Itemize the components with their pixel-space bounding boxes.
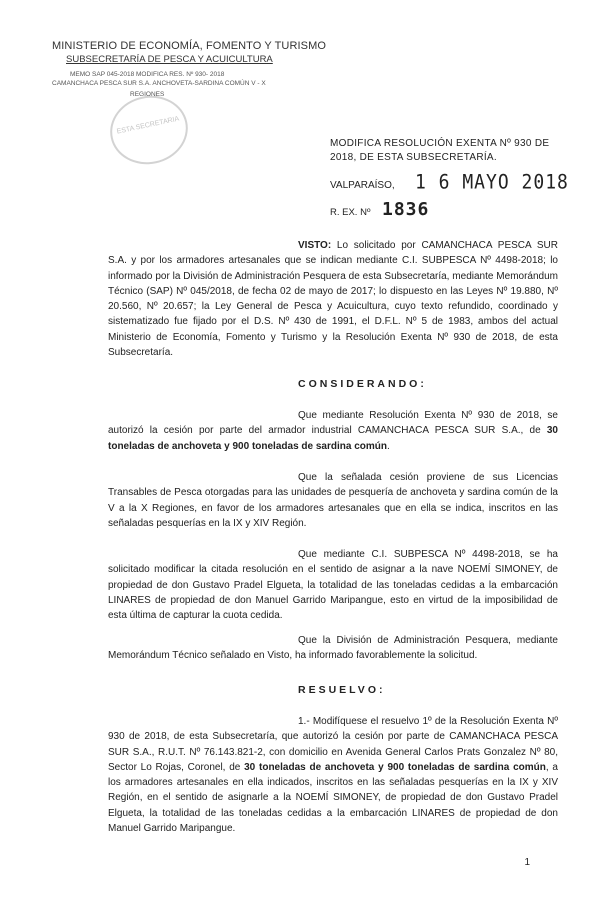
considerando-paragraph-2: Que la señalada cesión proviene de sus Licencias Transables de Pesca otorgadas para las unidades de pesquería de anchoveta y sardina común de la V a la X Regiones, en favor de los armadores artesanales que en ella se indica, inscritos en las señaladas pesquerías en la IX y XIV Región. (108, 472, 558, 529)
office-stamp: ESTA SECRETARIA (104, 89, 194, 172)
resolution-label: R. EX. Nº (330, 207, 371, 218)
visto-text: Lo solicitado por CAMANCHACA PESCA SUR S.A. y por los armadores artesanales que se indican mediante C.I. SUBPESCA Nº 4498-2018; lo informado por la División de Administración Pesquera de esta Subsecretaría, mediante Memorándum Técnico (SAP) Nº 045/2018, de fecha 02 de mayo de 2017; lo dispuesto en las Leyes Nº 19.880, Nº 20.560, Nº 20.657; la Ley General de Pesca y Acuicultura, cuyo texto refundido, coordinado y sistematizado fue fijado por el D.S. Nº 430 de 1991, el D.F.L. Nº 5 de 1983, ambos del actual Ministerio de Economía, Fomento y Turismo y la Resolución Exenta Nº 930 de 2018, de esta Subsecretaría. (108, 240, 558, 359)
reference-line-3: REGIONES (130, 91, 165, 98)
resuelvo-p1-bold: 30 toneladas de anchoveta y 900 toneladas de sardina común (244, 761, 546, 773)
resuelvo-p1-end: , a los armadores artesanales en ella indicados, inscritos en las señaladas pesquerías en la IX y XIV Región, en el sentido de asignarle a la NOEMÍ SIMONEY, de propiedad de don Gustavo Pradel Elgueta, la totalidad de las toneladas cedidas a la embarcación LINARES de propiedad de don Manuel Garrido Maripangue. (108, 761, 558, 835)
considerando-heading: CONSIDERANDO: (298, 378, 427, 390)
resuelvo-heading: RESUELVO: (298, 684, 386, 696)
considerando-paragraph-3: Que mediante C.I. SUBPESCA Nº 4498-2018, se ha solicitado modificar la citada resolución en el sentido de asignar a la nave NOEMÍ SIMONEY, de propiedad de don Gustavo Pradel Elgueta, la totalidad de las toneladas cedidas a la embarcación LINARES de propiedad de don Manuel Garrido Maripangue, esto en virtud de la imposibilidad de esta última de capturar la cuota cedida. (108, 549, 558, 622)
considerando-paragraph-1 (108, 408, 558, 454)
considerando-p1-bold: 30 toneladas de anchoveta y 900 toneladas de sardina común (108, 425, 558, 452)
place-label: VALPARAÍSO, (330, 180, 395, 191)
resuelvo-paragraph-1 (108, 714, 558, 836)
date-stamp: 1 6 MAYO 2018 (415, 170, 569, 195)
document-subject: MODIFICA RESOLUCIÓN EXENTA Nº 930 DE 2018, DE ESTA SUBSECRETARÍA. (330, 138, 550, 163)
reference-line-1: MEMO SAP 045-2018 MODIFICA RES. Nº 930- 2018 (70, 71, 225, 78)
subsecretaria-name: SUBSECRETARÍA DE PESCA Y ACUICULTURA (66, 54, 273, 65)
resolution-number: 1836 (382, 199, 430, 220)
considerando-paragraph-4: Que la División de Administración Pesquera, mediante Memorándum Técnico señalado en Visto, ha informado favorablemente la solicitud. (108, 635, 558, 662)
reference-line-2: CAMANCHACA PESCA SUR S.A. ANCHOVETA-SARDINA COMÚN V - X (52, 80, 266, 87)
ministry-name: MINISTERIO DE ECONOMÍA, FOMENTO Y TURISMO (52, 40, 327, 52)
considerando-p1-text: Que mediante Resolución Exenta Nº 930 de 2018, se autorizó la cesión por parte del armador industrial CAMANCHACA PESCA SUR S.A., de (108, 410, 558, 437)
resuelvo-p1-text: 1.- Modifíquese el resuelvo 1º de la Resolución Exenta Nº 930 de 2018, de esta Subsecretaría, que autorizó la cesión por parte de CAMANCHACA PESCA SUR S.A., R.U.T. Nº 76.143.821-2, con domicilio en Avenida General Carlos Prats Gonzalez Nº 80, Sector Lo Rojas, Coronel, de (108, 716, 558, 773)
considerando-p1-end: . (386, 440, 390, 452)
page-number: 1 (524, 857, 530, 868)
visto-paragraph (108, 238, 558, 360)
visto-label: VISTO: (298, 240, 332, 251)
